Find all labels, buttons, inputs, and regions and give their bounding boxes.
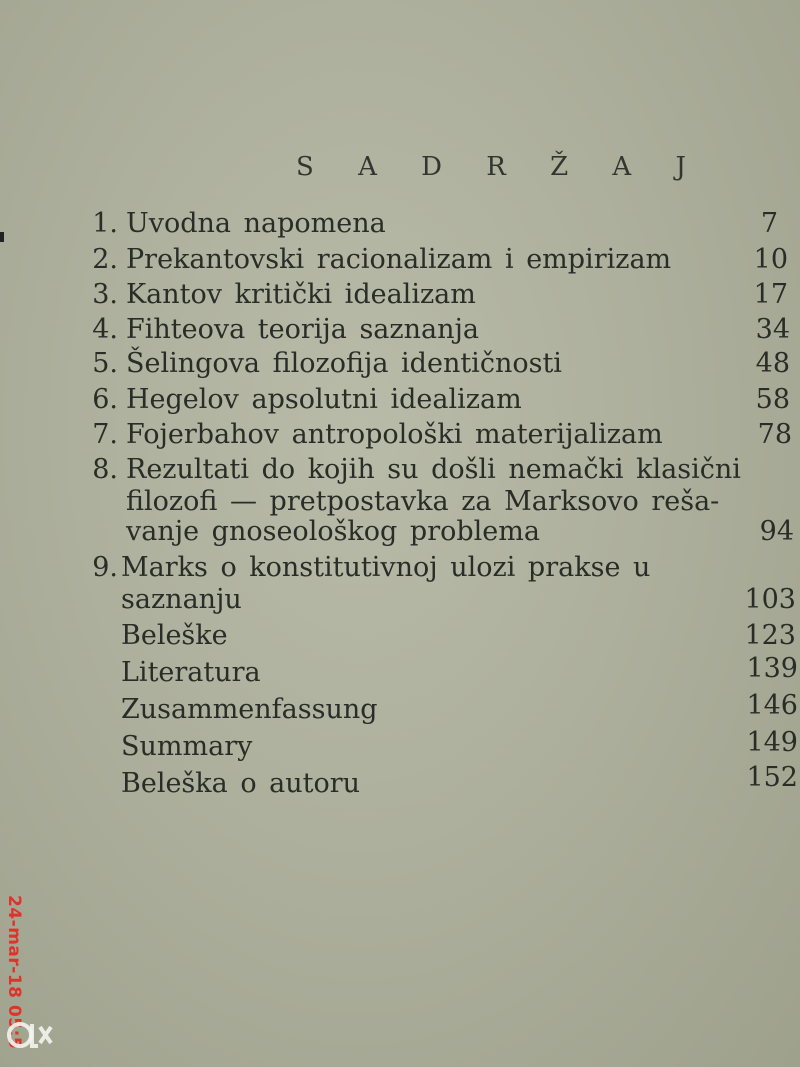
toc-heading: S A D R Ž A J — [296, 152, 704, 182]
toc-entry-title: Šelingova filozofija identičnosti — [126, 348, 562, 379]
toc-entry-number: 7. — [92, 419, 118, 450]
toc-entry-number: 3. — [92, 279, 118, 310]
toc-entry-title: Fihteova teorija saznanja — [126, 314, 479, 345]
toc-entry-title-line: Rezultati do kojih su došli nemački klasični — [126, 454, 741, 485]
olx-logo-icon — [4, 1010, 54, 1060]
toc-entry-page: 58 — [755, 384, 790, 415]
toc-entry-page: 103 — [744, 584, 796, 615]
toc-extra-page: 146 — [746, 690, 798, 721]
toc-entry-page: 7 — [760, 208, 778, 239]
toc-entry-number: 9. — [92, 552, 118, 583]
toc-extra-title: Zusammenfassung — [121, 694, 378, 725]
toc-entry-page: 94 — [759, 516, 794, 547]
toc-entry-page: 17 — [753, 279, 788, 310]
toc-entry-page: 10 — [753, 244, 788, 275]
toc-entry-title-line: filozofi — pretpostavka za Marksovo reša- — [126, 486, 720, 517]
toc-extra-page: 139 — [746, 653, 798, 684]
toc-extra-page: 123 — [744, 620, 796, 651]
toc-entry-number: 8. — [92, 454, 118, 485]
toc-entry-title: Fojerbahov antropološki materijalizam — [126, 419, 663, 450]
date-stamp: 24-mar-18 05:5 — [4, 895, 24, 1050]
toc-entry-title: Hegelov apsolutni idealizam — [126, 384, 522, 415]
toc-extra-title: Literatura — [121, 657, 261, 688]
toc-entry-page: 48 — [755, 348, 790, 379]
toc-entry-title-line: vanje gnoseološkog problema — [126, 516, 540, 547]
toc-entry-title: Kantov kritički idealizam — [126, 279, 476, 310]
toc-entry-page: 34 — [755, 314, 790, 345]
toc-extra-title: Beleške — [121, 620, 228, 651]
toc-entry-title-line: saznanju — [121, 584, 242, 615]
toc-entry-title: Uvodna napomena — [126, 208, 386, 239]
toc-entry-number: 6. — [92, 384, 118, 415]
toc-entry-title: Prekantovski racionalizam i empirizam — [126, 244, 672, 275]
toc-entry-number: 5. — [92, 348, 118, 379]
toc-extra-title: Beleška o autoru — [121, 768, 361, 799]
toc-extra-page: 149 — [746, 727, 798, 758]
toc-entry-number: 1. — [92, 208, 118, 239]
toc-entry-title-line: Marks o konstitutivnoj ulozi prakse u — [121, 552, 651, 583]
toc-extra-page: 152 — [746, 762, 798, 793]
toc-entry-page: 78 — [757, 419, 792, 450]
toc-entry-number: 4. — [92, 314, 118, 345]
toc-entry-number: 2. — [92, 244, 118, 275]
toc-extra-title: Summary — [121, 731, 253, 762]
